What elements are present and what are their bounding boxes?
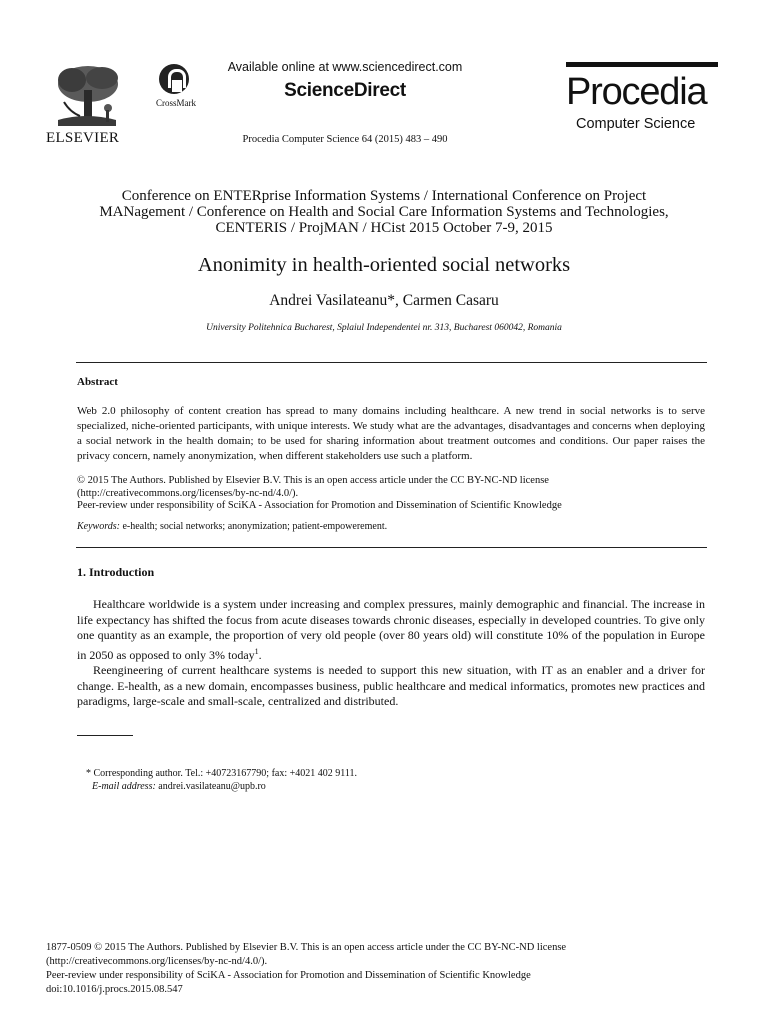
sciencedirect-logo: ScienceDirect: [284, 80, 406, 101]
corresponding-author: * Corresponding author. Tel.: +40723167790; fax: +4021 402 9111.: [86, 768, 358, 779]
procedia-subtitle: Computer Science: [576, 116, 696, 132]
crossmark-badge[interactable]: [156, 64, 194, 112]
keywords-label: Keywords:: [77, 521, 120, 532]
introduction-body: [77, 597, 705, 710]
paragraph: Reengineering of current healthcare systems is needed to support this new situation, with IT as an enabler and a driver for change. E-health, as a new domain, encompasses business, public healthcare and medical informatics, promotes new practices and paradigms, large-scale and small-scale, centralized and distributed.: [77, 663, 705, 708]
abstract-copyright: [77, 474, 705, 500]
divider: [76, 547, 707, 548]
available-online: Available online at www.sciencedirect.com: [227, 60, 463, 74]
conference-line: MANagement / Conference on Health and Social Care Information Systems and Technologies,: [99, 204, 669, 220]
footnote-divider: [77, 735, 133, 736]
license-link[interactable]: (http://creativecommons.org/licenses/by-nc-nd/4.0/).: [77, 488, 299, 499]
elsevier-logo: [46, 62, 128, 148]
author-affiliation: University Politehnica Bucharest, Splaiul Independentei nr. 313, Bucharest 060042, Romania: [206, 323, 562, 333]
abstract-heading: Abstract: [77, 376, 118, 388]
keywords: [77, 521, 705, 532]
footer-license-link[interactable]: (http://creativecommons.org/licenses/by-nc-nd/4.0/).: [46, 956, 268, 967]
crossmark-label: CrossMark: [156, 98, 196, 108]
abstract-peer-review: Peer-review under responsibility of SciKA - Association for Promotion and Dissemination of Scientific Knowledge: [77, 500, 562, 511]
elsevier-tree-icon: [50, 62, 124, 128]
procedia-logo: Procedia: [566, 71, 707, 113]
journal-reference: Procedia Computer Science 64 (2015) 483 – 490: [242, 134, 448, 145]
keywords-list: e-health; social networks; anonymization; patient-empowerement.: [119, 521, 388, 532]
footer-peer-review: Peer-review under responsibility of SciKA - Association for Promotion and Dissemination of Scientific Knowledge: [46, 970, 531, 981]
conference-info: [70, 188, 698, 236]
procedia-logo-bar: [566, 62, 718, 67]
abstract-body: Web 2.0 philosophy of content creation has spread to many domains including healthcare. A new trend in social networks is to serve specialized, niche-oriented participants, with unique interests. We study what are the advantages, disadvantages and concerns when deploying a social network in the health domain; to be used for sharing information about treatment outcomes and conditions. Our paper raises the privacy concern, namely anonymization, when different stakeholders use such a platform.: [77, 405, 705, 462]
conference-line: CENTERIS / ProjMAN / HCist 2015 October 7-9, 2015: [215, 220, 553, 236]
footer-issn: 1877-0509 © 2015 The Authors. Published by Elsevier B.V. This is an open access article under the CC BY-NC-ND license: [46, 942, 567, 953]
email-label: E-mail address:: [92, 781, 156, 792]
paragraph: Healthcare worldwide is a system under increasing and complex pressures, mainly demographic and financial. The increase in life expectancy has shifted the focus from acute diseases towards chronic diseases, especially in developed countries. To give only one quantity as an example, the proportion of very old people (over 80 years old) will constitute 10% of the population in Europe in 2050 as opposed to only 3% today$^1$.: [77, 597, 705, 662]
paper-authors: Andrei Vasilateanu*, Carmen Casaru: [269, 292, 499, 309]
copyright-line: © 2015 The Authors. Published by Elsevier B.V. This is an open access article under the CC BY-NC-ND license: [77, 475, 549, 486]
divider: [76, 362, 707, 363]
publisher-name: ELSEVIER: [46, 130, 120, 146]
conference-line: Conference on ENTERprise Information Systems / International Conference on Project: [121, 188, 647, 204]
paper-title: Anonimity in health-oriented social networks: [197, 254, 571, 276]
footnote-ref: 1: [254, 646, 259, 656]
email-footnote: [92, 781, 592, 792]
crossmark-icon: [159, 64, 189, 94]
section-heading: 1. Introduction: [77, 565, 155, 579]
footer-doi[interactable]: doi:10.1016/j.procs.2015.08.547: [46, 984, 183, 995]
email-address[interactable]: andrei.vasilateanu@upb.ro: [155, 781, 266, 792]
